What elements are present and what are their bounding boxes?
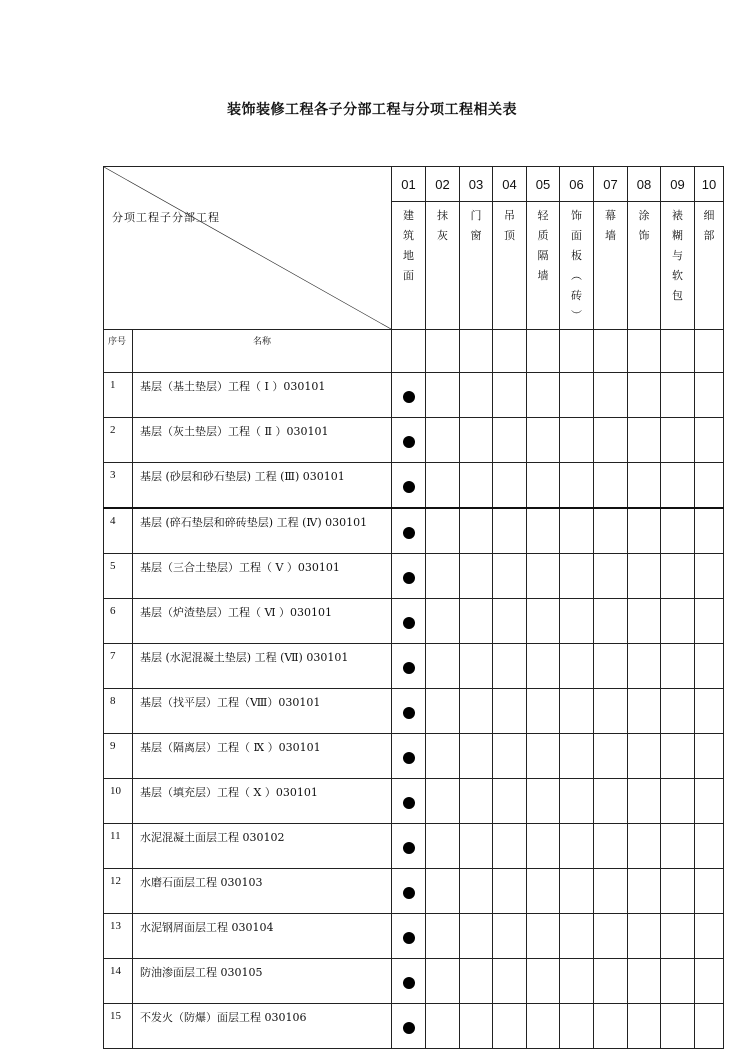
column-code: 03 [460,167,493,202]
mark-cell [426,689,460,734]
row-name: 防油渗面层工程 030105 [133,959,392,1004]
row-name: 基层（炉渣垫层）工程（ Ⅵ ）030101 [133,599,392,644]
filled-circle-icon [403,436,415,448]
mark-cell [628,463,661,509]
mark-cell [527,824,560,869]
mark-cell [560,959,594,1004]
filled-circle-icon [403,932,415,944]
mark-cell [594,734,628,779]
mark-cell [392,959,426,1004]
column-name-char: 吊 [504,209,515,222]
row-seq: 15 [104,1004,133,1049]
column-name-char: 质 [537,229,549,242]
mark-cell [628,554,661,599]
row-name: 基层（灰土垫层）工程（ Ⅱ ）030101 [133,418,392,463]
mark-cell [527,599,560,644]
mark-cell [392,554,426,599]
table-row [104,508,724,554]
mark-cell [661,959,695,1004]
mark-cell [594,779,628,824]
mark-cell [661,373,695,418]
table-row [104,779,724,824]
column-name-char: ︶ [571,309,582,322]
mark-cell [594,644,628,689]
column-name [493,202,527,330]
mark-cell [695,824,724,869]
row-name: 基层（填充层）工程（ Ⅹ ）030101 [133,779,392,824]
empty-cell [628,330,661,373]
mark-cell [493,554,527,599]
mark-cell [527,869,560,914]
mark-cell [661,599,695,644]
mark-cell [426,373,460,418]
mark-cell [527,418,560,463]
mark-cell [392,734,426,779]
table-row [104,734,724,779]
table-row [104,463,724,509]
mark-cell [460,644,493,689]
mark-cell [560,463,594,509]
mark-cell [594,1004,628,1049]
table-row [104,689,724,734]
mark-cell [392,689,426,734]
mark-cell [695,1004,724,1049]
row-seq: 12 [104,869,133,914]
column-code: 02 [426,167,460,202]
table-row [104,824,724,869]
mark-cell [392,914,426,959]
mark-cell [392,1004,426,1049]
row-name: 水泥混凝土面层工程 030102 [133,824,392,869]
mark-cell [628,689,661,734]
mark-cell [695,554,724,599]
column-name-char: 软 [672,269,683,282]
filled-circle-icon [403,572,415,584]
relation-table [103,166,724,1049]
column-code: 06 [560,167,594,202]
column-name [628,202,661,330]
mark-cell [661,779,695,824]
mark-cell [493,1004,527,1049]
mark-cell [527,508,560,554]
mark-cell [594,599,628,644]
row-name: 基层 (砂层和砂石垫层) 工程 (Ⅲ) 030101 [133,463,392,509]
mark-cell [493,373,527,418]
mark-cell [661,554,695,599]
corner-label: 分项工程子分部工程 [112,211,220,224]
mark-cell [560,869,594,914]
mark-cell [628,959,661,1004]
row-name: 基层（基土垫层）工程（ Ⅰ ）030101 [133,373,392,418]
mark-cell [560,734,594,779]
row-name: 基层（找平层）工程（Ⅷ）030101 [133,689,392,734]
filled-circle-icon [403,617,415,629]
mark-cell [426,734,460,779]
mark-cell [392,508,426,554]
empty-cell [493,330,527,373]
mark-cell [594,959,628,1004]
mark-cell [392,779,426,824]
column-name-char: 轻 [537,209,549,222]
filled-circle-icon [403,887,415,899]
column-name-char: 灰 [437,229,448,242]
column-name-char: 面 [571,229,582,242]
table-row [104,373,724,418]
mark-cell [695,869,724,914]
mark-cell [426,463,460,509]
mark-cell [493,734,527,779]
empty-cell [392,330,426,373]
mark-cell [628,418,661,463]
column-name [426,202,460,330]
mark-cell [527,689,560,734]
row-seq: 5 [104,554,133,599]
column-name [527,202,560,330]
row-seq: 11 [104,824,133,869]
column-name-char: 筑 [403,229,414,242]
diagonal-line [104,167,391,329]
mark-cell [628,824,661,869]
mark-cell [661,463,695,509]
mark-cell [628,734,661,779]
mark-cell [560,824,594,869]
mark-cell [560,373,594,418]
mark-cell [527,644,560,689]
empty-cell [527,330,560,373]
mark-cell [527,779,560,824]
column-name [661,202,695,330]
mark-cell [661,734,695,779]
mark-cell [426,554,460,599]
mark-cell [661,914,695,959]
column-name-char: 糊 [672,229,683,242]
mark-cell [460,508,493,554]
mark-cell [426,1004,460,1049]
mark-cell [460,824,493,869]
column-name-char: 门 [470,209,482,222]
mark-cell [460,463,493,509]
mark-cell [493,463,527,509]
mark-cell [493,508,527,554]
table-row [104,914,724,959]
table-row [104,554,724,599]
mark-cell [628,779,661,824]
column-name-char: 抹 [437,209,448,222]
row-name: 水磨石面层工程 030103 [133,869,392,914]
mark-cell [493,959,527,1004]
mark-cell [594,418,628,463]
column-name-char: 裱 [672,209,683,222]
column-name-char: 墙 [537,269,549,282]
mark-cell [661,689,695,734]
mark-cell [460,779,493,824]
row-name: 水泥钢屑面层工程 030104 [133,914,392,959]
mark-cell [527,1004,560,1049]
mark-cell [628,644,661,689]
page-title: 装饰装修工程各子分部工程与分项工程相关表 [227,102,517,118]
mark-cell [560,644,594,689]
mark-cell [560,418,594,463]
mark-cell [392,373,426,418]
mark-cell [426,418,460,463]
column-name [392,202,426,330]
mark-cell [460,1004,493,1049]
mark-cell [493,779,527,824]
mark-cell [628,1004,661,1049]
mark-cell [594,554,628,599]
column-name-char: 部 [703,229,715,242]
mark-cell [661,644,695,689]
empty-cell [594,330,628,373]
mark-cell [493,599,527,644]
column-name-char: 隔 [537,249,549,262]
empty-cell [426,330,460,373]
mark-cell [695,373,724,418]
column-code: 09 [661,167,695,202]
column-code: 05 [527,167,560,202]
row-name: 基层（三合土垫层）工程（ Ⅴ ）030101 [133,554,392,599]
column-code: 07 [594,167,628,202]
column-code: 08 [628,167,661,202]
mark-cell [493,644,527,689]
mark-cell [426,959,460,1004]
mark-cell [426,508,460,554]
mark-cell [460,418,493,463]
mark-cell [527,373,560,418]
mark-cell [661,508,695,554]
mark-cell [594,914,628,959]
filled-circle-icon [403,391,415,403]
column-name-char: 地 [403,249,414,262]
table-row [104,1004,724,1049]
filled-circle-icon [403,842,415,854]
table-row [104,599,724,644]
row-seq: 9 [104,734,133,779]
mark-cell [460,689,493,734]
column-name-char: 细 [703,209,715,222]
empty-cell [460,330,493,373]
mark-cell [426,779,460,824]
row-seq: 8 [104,689,133,734]
name-header: 名称 [133,330,392,373]
table-row [104,869,724,914]
diagonal-header-cell [104,167,392,330]
mark-cell [460,599,493,644]
filled-circle-icon [403,752,415,764]
filled-circle-icon [403,797,415,809]
mark-cell [560,554,594,599]
mark-cell [527,734,560,779]
mark-cell [426,644,460,689]
column-code: 04 [493,167,527,202]
mark-cell [460,959,493,1004]
column-name-char: 幕 [605,209,616,222]
row-seq: 13 [104,914,133,959]
column-name-char: 包 [672,289,683,302]
column-name-char: 墙 [605,229,616,242]
mark-cell [527,959,560,1004]
mark-cell [594,869,628,914]
row-name: 基层 (水泥混凝土垫层) 工程 (Ⅶ) 030101 [133,644,392,689]
column-code: 10 [695,167,724,202]
mark-cell [426,869,460,914]
filled-circle-icon [403,481,415,493]
column-name [695,202,724,330]
mark-cell [695,689,724,734]
column-name-char: 砖 [571,289,582,302]
mark-cell [460,554,493,599]
column-name-char: 板 [571,249,582,262]
mark-cell [695,959,724,1004]
table-row [104,644,724,689]
mark-cell [560,599,594,644]
mark-cell [392,869,426,914]
column-name [460,202,493,330]
mark-cell [460,373,493,418]
filled-circle-icon [403,662,415,674]
row-seq: 10 [104,779,133,824]
filled-circle-icon [403,1022,415,1034]
filled-circle-icon [403,707,415,719]
column-name-char: 饰 [571,209,582,222]
column-name-char: 顶 [504,229,515,242]
mark-cell [460,734,493,779]
mark-cell [628,508,661,554]
column-name [594,202,628,330]
row-seq: 14 [104,959,133,1004]
column-code: 01 [392,167,426,202]
mark-cell [628,869,661,914]
row-name: 基层 (碎石垫层和碎砖垫层) 工程 (Ⅳ) 030101 [133,508,392,554]
column-name-char: 与 [672,249,683,262]
mark-cell [426,914,460,959]
column-name-char: 涂 [638,209,650,222]
mark-cell [527,914,560,959]
mark-cell [594,373,628,418]
mark-cell [560,1004,594,1049]
mark-cell [661,869,695,914]
table-row [104,418,724,463]
mark-cell [661,1004,695,1049]
filled-circle-icon [403,977,415,989]
row-seq: 7 [104,644,133,689]
mark-cell [392,599,426,644]
mark-cell [695,599,724,644]
mark-cell [628,914,661,959]
mark-cell [661,824,695,869]
mark-cell [560,689,594,734]
column-name-char: 面 [403,269,414,282]
row-seq: 2 [104,418,133,463]
mark-cell [695,734,724,779]
mark-cell [695,644,724,689]
row-seq: 4 [104,508,133,554]
mark-cell [695,418,724,463]
mark-cell [594,508,628,554]
mark-cell [661,418,695,463]
empty-cell [560,330,594,373]
table-row [104,959,724,1004]
mark-cell [392,644,426,689]
mark-cell [426,824,460,869]
mark-cell [460,914,493,959]
row-name: 不发火（防爆）面层工程 030106 [133,1004,392,1049]
empty-cell [695,330,724,373]
column-name-char: ︵ [571,269,582,282]
column-name-char: 窗 [470,229,482,242]
mark-cell [560,779,594,824]
mark-cell [628,599,661,644]
row-seq: 1 [104,373,133,418]
mark-cell [392,824,426,869]
mark-cell [560,508,594,554]
mark-cell [493,869,527,914]
mark-cell [426,599,460,644]
mark-cell [460,869,493,914]
mark-cell [628,373,661,418]
mark-cell [493,418,527,463]
mark-cell [493,914,527,959]
empty-cell [661,330,695,373]
mark-cell [392,418,426,463]
column-name-char: 建 [403,209,414,222]
mark-cell [594,463,628,509]
mark-cell [560,914,594,959]
seq-header: 序号 [104,330,133,373]
mark-cell [594,689,628,734]
mark-cell [695,914,724,959]
row-name: 基层（隔离层）工程（ Ⅸ ）030101 [133,734,392,779]
mark-cell [527,554,560,599]
mark-cell [493,824,527,869]
filled-circle-icon [403,527,415,539]
row-seq: 6 [104,599,133,644]
mark-cell [594,824,628,869]
row-seq: 3 [104,463,133,509]
column-name [560,202,594,330]
mark-cell [695,463,724,509]
mark-cell [695,779,724,824]
column-name-char: 饰 [638,229,650,242]
mark-cell [493,689,527,734]
mark-cell [695,508,724,554]
mark-cell [527,463,560,509]
mark-cell [392,463,426,509]
